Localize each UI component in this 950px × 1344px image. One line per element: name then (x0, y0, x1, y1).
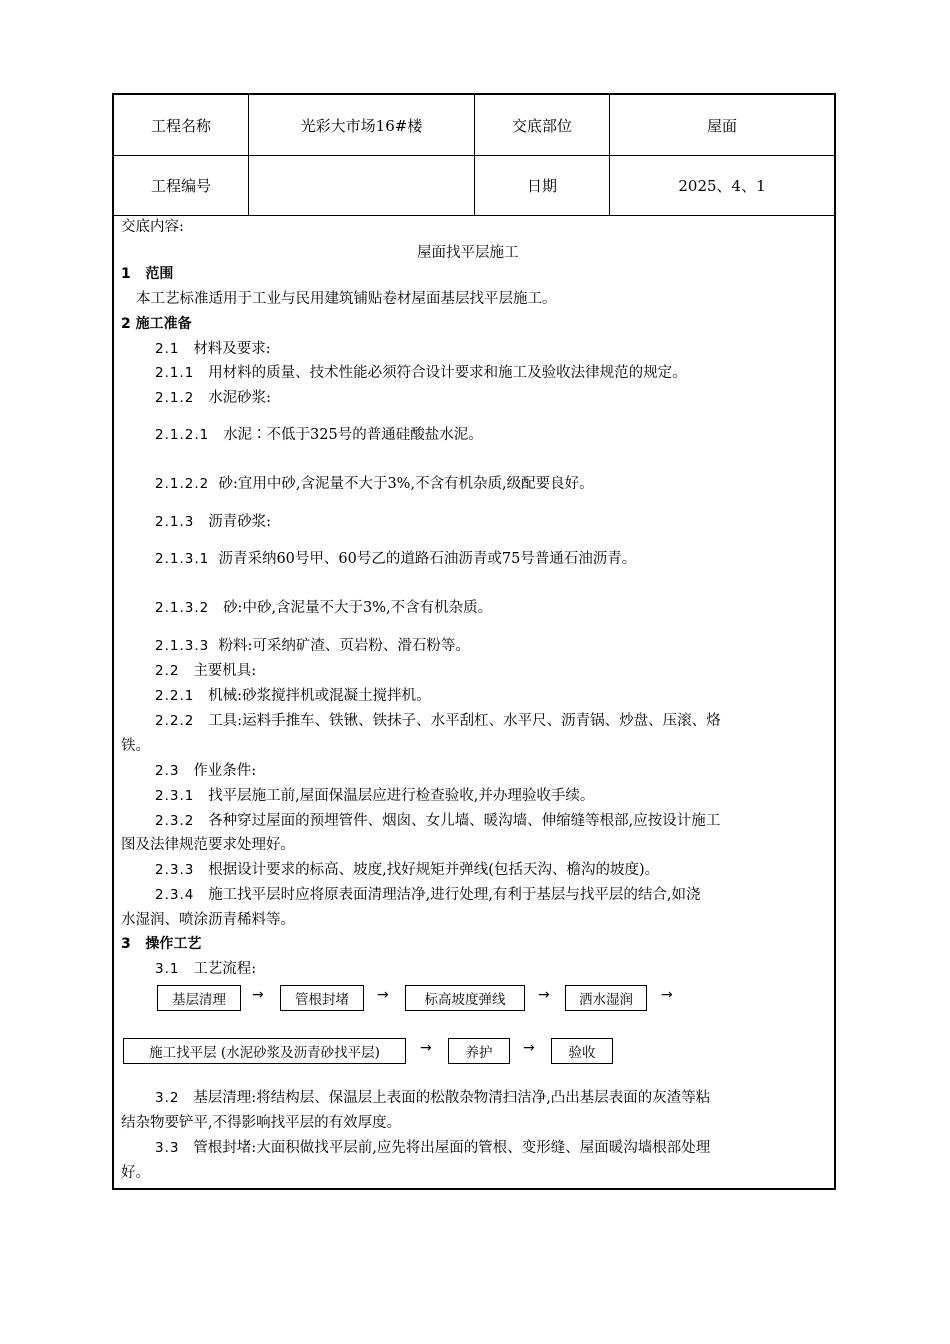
para-2-1-3-2: 2.1.3.2 砂:中砂,含泥量不大于3%,不含有机杂质。 (155, 600, 493, 616)
section-1-heading (121, 264, 173, 284)
para-2-1-3-3: 2.1.3.3 粉料:可采纳矿渣、页岩粉、滑石粉等。 (155, 638, 470, 654)
para-3-3: 3.3 管根封堵:大面积做找平层前,应先将出屋面的管根、变形缝、屋面暖沟墙根部处理 (155, 1140, 711, 1156)
flow-arrow-3: → (538, 987, 550, 1003)
section-1-text: 本工艺标准适用于工业与民用建筑铺贴卷材屋面基层找平层施工。 (136, 291, 557, 307)
content-intro: 交底内容: (121, 219, 184, 235)
flow-arrow-2: → (377, 987, 389, 1003)
flow-box-3: 标高坡度弹线 (405, 985, 525, 1011)
flow-box-7: 验收 (551, 1038, 613, 1064)
para-2-3-3: 2.3.3 根据设计要求的标高、坡度,找好规矩并弹线(包括天沟、檐沟的坡度)。 (155, 862, 660, 878)
para-2-2: 2.2 主要机具: (155, 663, 257, 679)
section-1-number: 1 (121, 266, 131, 282)
project-number-label: 工程编号 (114, 155, 249, 215)
project-name-label: 工程名称 (114, 95, 249, 155)
para-2-3-2-cont: 图及法律规范要求处理好。 (121, 837, 295, 853)
para-2-1-1: 2.1.1 用材料的质量、技术性能必须符合设计要求和施工及验收法律规范的规定。 (155, 365, 687, 381)
section-3-number: 3 (121, 936, 131, 952)
project-number-value (249, 155, 475, 215)
para-2-1-3-1: 2.1.3.1 沥青采纳60号甲、60号乙的道路石油沥青或75号普通石油沥青。 (155, 551, 637, 567)
flow-arrow-5: → (420, 1040, 432, 1056)
flow-box-4: 洒水湿润 (565, 985, 647, 1011)
para-2-1-2-2: 2.1.2.2 砂:宜用中砂,含泥量不大于3%,不含有机杂质,级配要良好。 (155, 476, 594, 492)
section-2-heading: 2 施工准备 (121, 316, 192, 332)
para-2-1: 2.1 材料及要求: (155, 341, 271, 357)
flow-box-1: 基层清理 (157, 985, 241, 1011)
para-2-3-4: 2.3.4 施工找平层时应将原表面清理洁净,进行处理,有利于基层与找平层的结合,如浇 (155, 887, 701, 903)
para-2-1-2-1: 2.1.2.1 水泥∶不低于325号的普通硅酸盐水泥。 (155, 427, 483, 443)
para-2-3: 2.3 作业条件: (155, 763, 257, 779)
section-1-title: 范围 (145, 266, 174, 282)
para-3-3-cont: 好。 (121, 1165, 150, 1181)
flow-arrow-1: → (252, 987, 264, 1003)
para-2-3-1: 2.3.1 找平层施工前,屋面保温层应进行检查验收,并办理验收手续。 (155, 788, 595, 804)
flow-box-2: 管根封堵 (280, 985, 364, 1011)
date-label: 日期 (475, 155, 610, 215)
header-row-1 (114, 95, 834, 156)
handover-part-label: 交底部位 (475, 95, 610, 155)
para-2-2-1: 2.2.1 机械:砂浆搅拌机或混凝土搅拌机。 (155, 688, 431, 704)
header-row-2 (114, 155, 834, 216)
flow-arrow-4: → (661, 987, 673, 1003)
para-2-1-2: 2.1.2 水泥砂浆: (155, 390, 272, 406)
para-3-2: 3.2 基层清理:将结构层、保温层上表面的松散杂物清扫洁净,凸出基层表面的灰渣等粘 (155, 1090, 711, 1106)
para-2-2-2-cont: 铁。 (121, 738, 150, 754)
handover-part-value: 屋面 (706, 116, 737, 135)
para-2-3-2: 2.3.2 各种穿过屋面的预埋管件、烟囱、女儿墙、暖沟墙、伸缩缝等根部,应按设计施工 (155, 813, 721, 829)
flow-box-6: 养护 (448, 1038, 510, 1064)
content-title: 屋面找平层施工 (417, 245, 519, 261)
para-2-3-4-cont: 水湿润、喷涂沥青稀料等。 (121, 912, 295, 928)
project-name-value: 光彩大市场16#楼 (249, 95, 475, 155)
section-3-heading (121, 934, 201, 954)
para-3-2-cont: 结杂物要铲平,不得影响找平层的有效厚度。 (121, 1115, 402, 1131)
date-value: 2025、4、1 (678, 176, 766, 195)
flow-arrow-6: → (523, 1040, 535, 1056)
flow-box-5: 施工找平层 (水泥砂浆及沥青砂找平层) (123, 1038, 406, 1064)
para-3-1: 3.1 工艺流程: (155, 961, 257, 977)
para-2-2-2: 2.2.2 工具:运料手推车、铁锹、铁抹子、水平刮杠、水平尺、沥青锅、炒盘、压滚、烙 (155, 713, 721, 729)
section-3-title: 操作工艺 (145, 936, 202, 952)
para-2-1-3: 2.1.3 沥青砂浆: (155, 514, 272, 530)
